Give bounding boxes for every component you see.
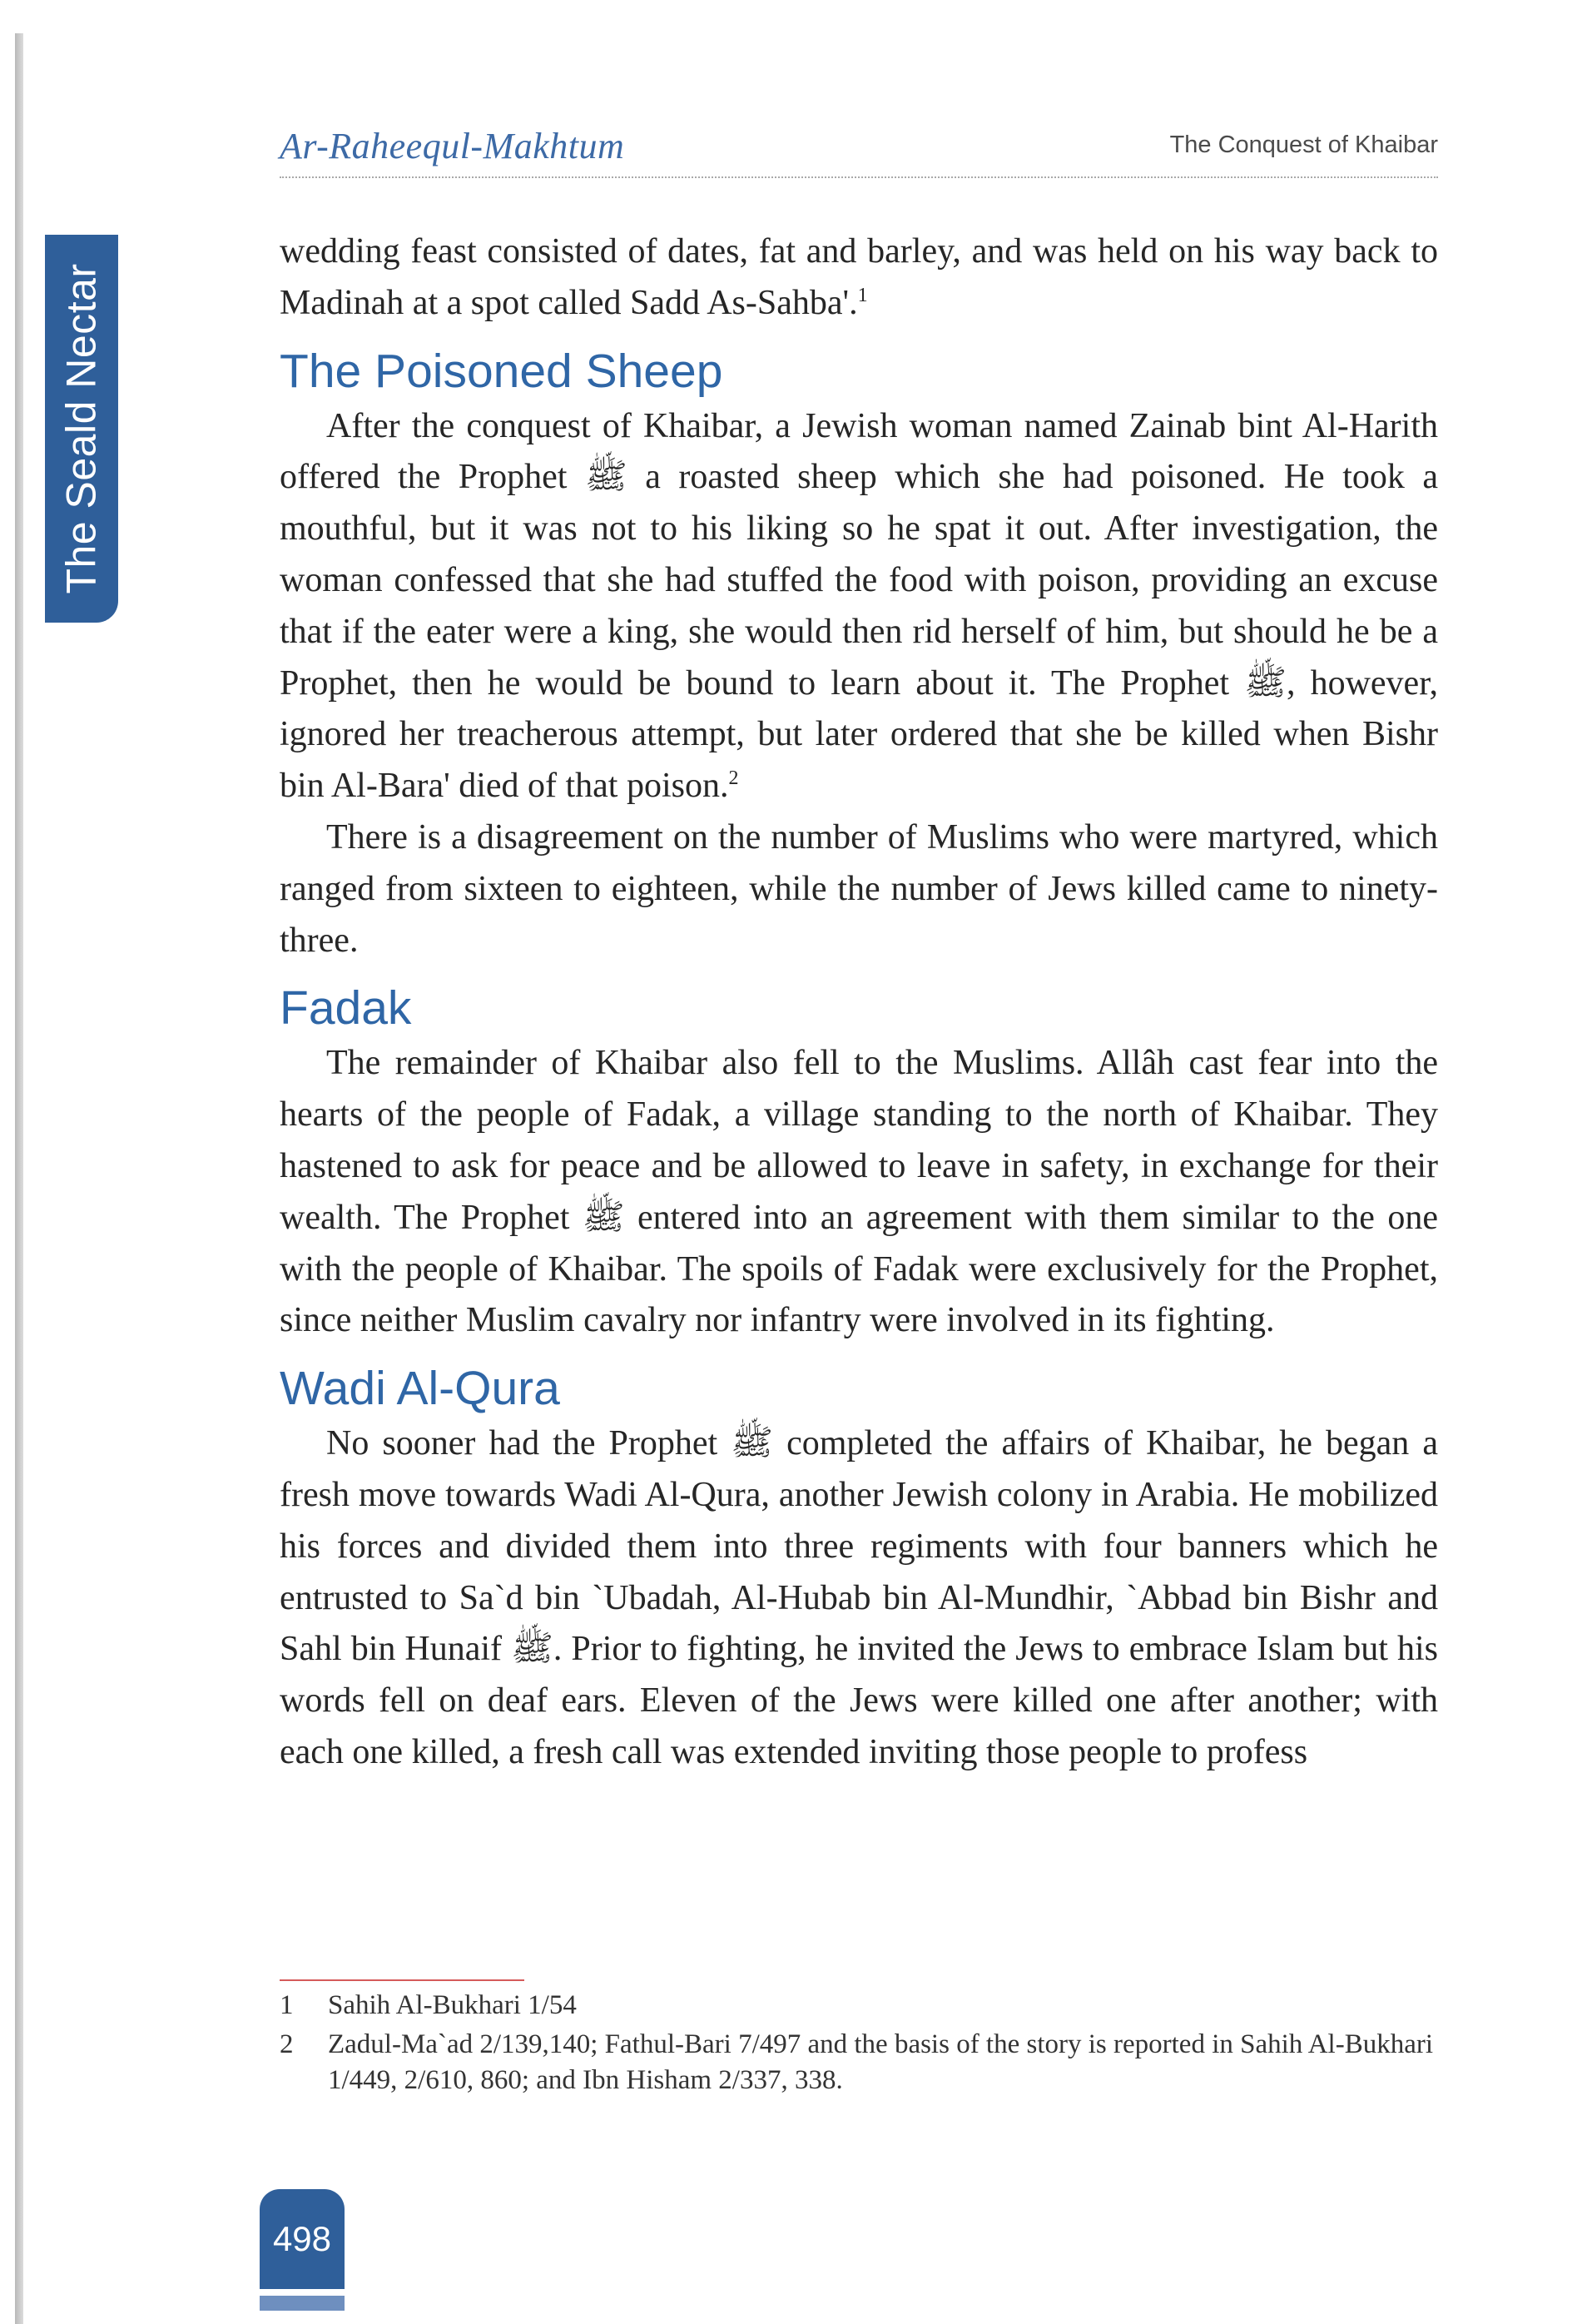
side-tab-label: The Seald Nectar (58, 263, 105, 594)
page-number-strip (260, 2296, 345, 2311)
section-heading-fadak: Fadak (280, 981, 412, 1035)
footnote-ref-1: 1 (857, 284, 868, 306)
footnote-ref-2: 2 (728, 767, 739, 790)
side-tab (45, 235, 118, 623)
poisoned-sheep-paragraph-1: After the conquest of Khaibar, a Jewish woman named Zainab bint Al-Harith offered the Prophet ﷺ a roasted sheep which she had poisoned. He took a mouthful, but it was not to his liking so he spat it out. After investigation, the woman confessed that she had stuffed the food with poison, providing an excuse that if the eater were a king, she would then rid herself of him, but should he be a Prophet, then he would be bound to learn about it. The Prophet ﷺ, however, ignored her treacherous attempt, but later ordered that she be killed when Bishr bin Al-Bara' died of that poison.$^2$ (280, 406, 1439, 806)
wadi-al-qura-paragraph-1: No sooner had the Prophet ﷺ completed the affairs of Khaibar, he began a fresh move towards Wadi Al-Qura, another Jewish colony in Arabia. He mobilized his forces and divided them into three regiments with four banners which he entrusted to Sa`d bin `Ubadah, Al-Hubab bin Al-Mundhir, `Abbad bin Bishr and Sahl bin Hunaif ﷺ. Prior to fighting, he invited the Jews to embrace Islam but his words fell on deaf ears. Eleven of the Jews were killed one after another; with each one killed, a fresh call was extended inviting those people to profess (280, 1424, 1438, 1771)
body-text (280, 226, 1438, 1779)
footnote-2-text: Zadul-Ma`ad 2/139,140; Fathul-Bari 7/497 and the basis of the story is reported in Sahih Al-Bukhari 1/449, 2/610, 860; and Ibn Hisham 2/337, 338. (328, 2029, 1434, 2095)
section-heading-poisoned-sheep: The Poisoned Sheep (280, 344, 723, 398)
footnote-1-number: 1 (280, 1990, 294, 2020)
footnote-2-number: 2 (280, 2029, 294, 2059)
book-title: Ar-Raheequl-Makhtum (280, 126, 625, 166)
footnotes (280, 1988, 1438, 2102)
poisoned-sheep-paragraph-2: There is a disagreement on the number of Muslims who were martyred, which ranged from sixteen to eighteen, while the number of Jews killed came to ninety-three. (280, 817, 1438, 960)
section-heading-wadi-al-qura: Wadi Al-Qura (280, 1362, 560, 1416)
intro-paragraph: wedding feast consisted of dates, fat and barley, and was held on his way back to Madinah at a spot called Sadd As-Sahba'.$^1$ (280, 232, 1438, 322)
fadak-paragraph-1: The remainder of Khaibar also fell to the Muslims. Allâh cast fear into the hearts of the people of Fadak, a village standing to the north of Khaibar. They hastened to ask for peace and be allowed to leave in safety, in exchange for their wealth. The Prophet ﷺ entered into an agreement with them similar to the one with the people of Khaibar. The spoils of Fadak were exclusively for the Prophet, since neither Muslim cavalry nor infantry were involved in its fighting. (280, 1044, 1438, 1340)
footnote-1 (280, 1988, 1438, 2024)
page-edge (15, 33, 23, 2324)
footnote-2 (280, 2027, 1438, 2098)
footnote-rule (280, 1979, 524, 1981)
page-number: 498 (260, 2189, 345, 2289)
running-header (280, 125, 1438, 178)
chapter-title: The Conquest of Khaibar (1169, 132, 1438, 158)
footnote-1-text: Sahih Al-Bukhari 1/54 (328, 1990, 577, 2020)
